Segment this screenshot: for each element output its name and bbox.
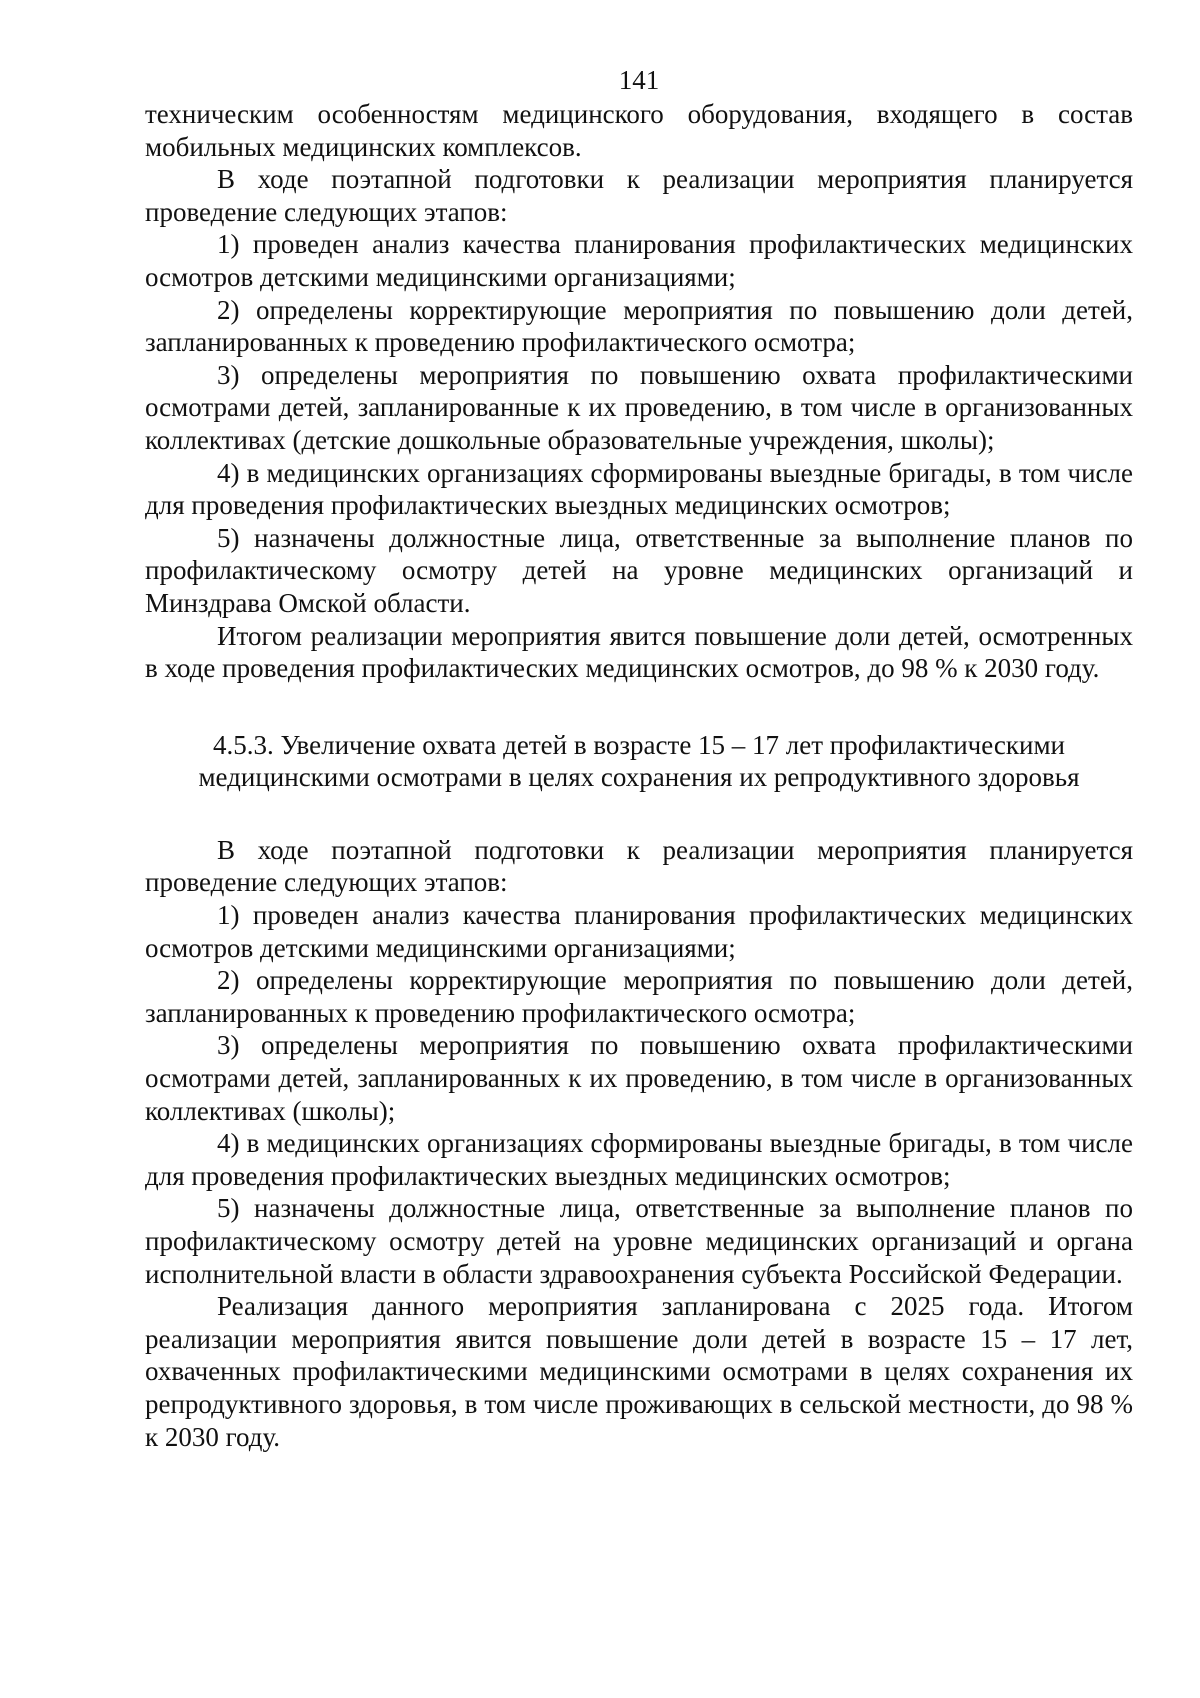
section-stage-item: 5) назначены должностные лица, ответственные за выполнение планов по профилактическому осмотру детей на уровне медицинских организаций и органа исполнительной власти в области здравоохранения субъекта Российской Федерации.	[145, 1193, 1133, 1289]
stages-intro-paragraph: В ходе поэтапной подготовки к реализации мероприятия планируется проведение следующих этапов:	[145, 164, 1133, 227]
section-heading-line: медицинскими осмотрами в целях сохранения их репродуктивного здоровья	[198, 762, 1080, 793]
section-stage-item: 3) определены мероприятия по повышению охвата профилактическими осмотрами детей, запланированных к их проведению, в том числе в организованных коллективах (школы);	[145, 1030, 1133, 1126]
section-stage-item: 2) определены корректирующие мероприятия по повышению доли детей, запланированных к проведению профилактического осмотра;	[145, 965, 1133, 1028]
stage-item: 2) определены корректирующие мероприятия по повышению доли детей, запланированных к проведению профилактического осмотра;	[145, 294, 1133, 358]
section-stage-item: 4) в медицинских организациях сформированы выездные бригады, в том числе для проведения профилактических выездных медицинских осмотров;	[145, 1128, 1133, 1191]
stage-item: 1) проведен анализ качества планирования профилактических медицинских осмотров детскими медицинскими организациями;	[145, 229, 1133, 292]
section-stage-item: 1) проведен анализ качества планирования профилактических медицинских осмотров детскими медицинскими организациями;	[145, 900, 1133, 963]
document-page	[145, 64, 1133, 1453]
stage-item: 3) определены мероприятия по повышению охвата профилактическими осмотрами детей, запланированные к их проведению, в том числе в организованных коллективах (детские дошкольные образовательные учреждения, школы);	[145, 359, 1133, 455]
section-result-paragraph: Реализация данного мероприятия запланирована с 2025 года. Итогом реализации мероприятия явится повышение доли детей в возрасте 15 – 17 лет, охваченных профилактическими медицинскими осмотрами в целях сохранения их репродуктивного здоровья, в том числе проживающих в сельской местности, до 98 % к 2030 году.	[145, 1291, 1133, 1452]
page-number: 141	[618, 65, 660, 95]
section-heading-line: 4.5.3. Увеличение охвата детей в возрасте 15 – 17 лет профилактическими	[212, 729, 1065, 760]
stage-item: 4) в медицинских организациях сформированы выездные бригады, в том числе для проведения профилактических выездных медицинских осмотров;	[145, 457, 1133, 521]
section-heading	[145, 729, 1133, 794]
result-paragraph: Итогом реализации мероприятия явится повышение доли детей, осмотренных в ходе проведения профилактических медицинских осмотров, до 98 % к 2030 году.	[145, 620, 1133, 684]
stage-item: 5) назначены должностные лица, ответственные за выполнение планов по профилактическому осмотру детей на уровне медицинских организаций и Минздрава Омской области.	[145, 522, 1133, 618]
section-stages-intro-paragraph: В ходе поэтапной подготовки к реализации мероприятия планируется проведение следующих этапов:	[145, 834, 1133, 898]
continuation-paragraph: техническим особенностям медицинского оборудования, входящего в состав мобильных медицинских комплексов.	[145, 99, 1133, 162]
